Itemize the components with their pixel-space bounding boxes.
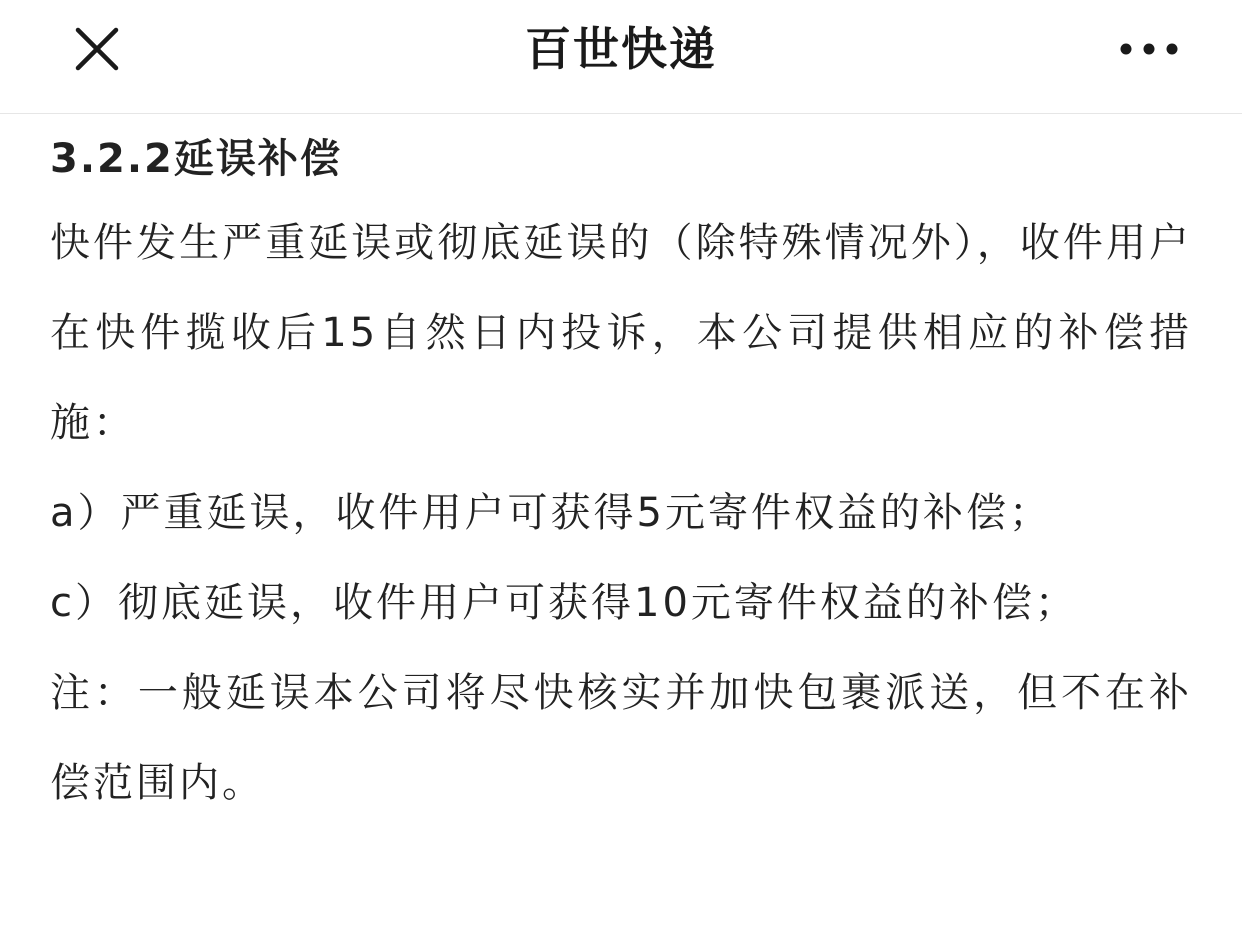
more-options-button[interactable] [1114, 18, 1184, 80]
paragraph-note: 注：一般延误本公司将尽快核实并加快包裹派送，但不在补偿范围内。 [50, 670, 1192, 806]
paragraph-intro: 快件发生严重延误或彻底延误的（除特殊情况外），收件用户在快件揽收后15自然日内投诉，本公司提供相应的补偿措施： [50, 220, 1192, 446]
article-content [0, 114, 1242, 828]
paragraph-item-c: c）彻底延误，收件用户可获得10元寄件权益的补偿； [50, 580, 1078, 626]
paragraph-item-a: a）严重延误，收件用户可获得5元寄件权益的补偿； [50, 490, 1052, 536]
nav-bar [0, 0, 1242, 114]
page-title: 百世快递 [525, 22, 717, 76]
close-icon [72, 24, 122, 74]
close-button[interactable] [66, 18, 128, 80]
section-heading: 3.2.2延误补偿 [50, 136, 342, 182]
more-icon [1119, 42, 1179, 56]
